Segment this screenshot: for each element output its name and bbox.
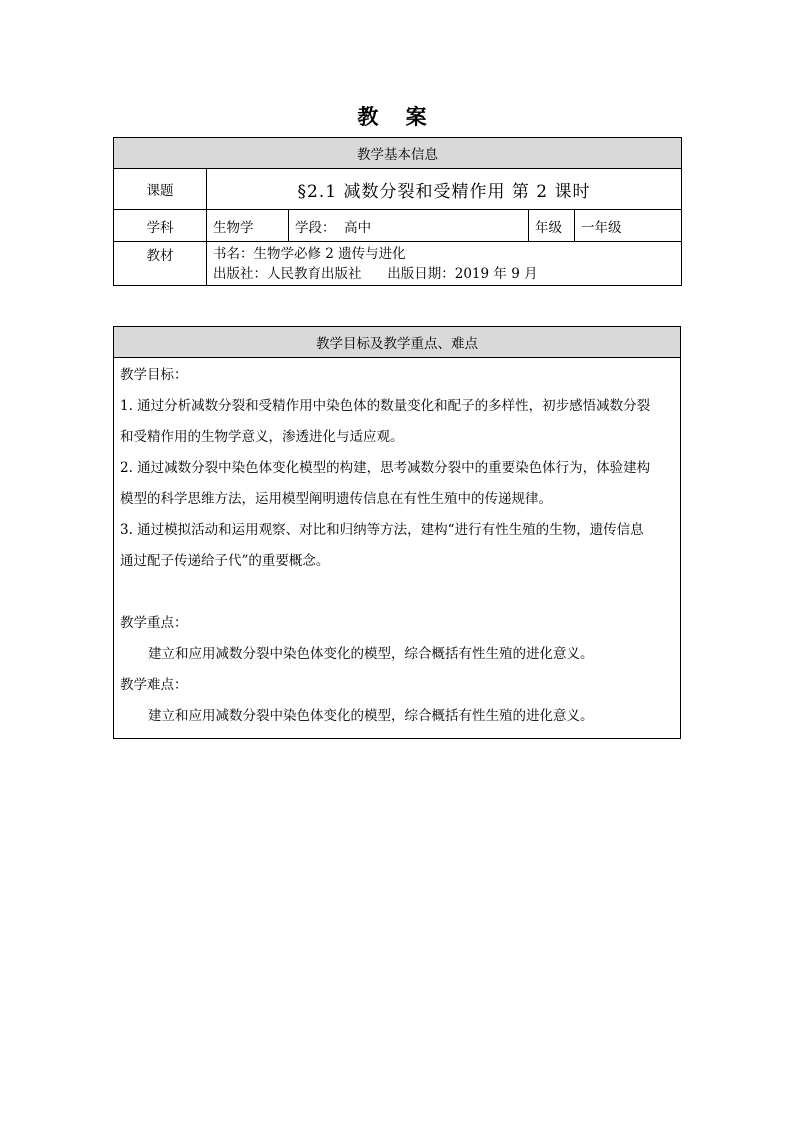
goal-1-line-1: 1. 通过分析减数分裂和受精作用中染色体的数量变化和配子的多样性，初步感悟减数分裂 [120, 398, 651, 414]
difficulty-text: 建立和应用减数分裂中染色体变化的模型，综合概括有性生殖的进化意义。 [148, 708, 594, 724]
key-points-text: 建立和应用减数分裂中染色体变化的模型，综合概括有性生殖的进化意义。 [148, 646, 594, 662]
goal-3-line-2: 通过配子传递给子代”的重要概念。 [120, 553, 330, 569]
stage-label: 学段： [295, 219, 336, 236]
goal-3-line-1: 3. 通过模拟活动和运用观察、对比和归纳等方法，建构“进行有性生殖的生物，遗传信息 [120, 522, 644, 538]
objectives-header: 教学目标及教学重点、难点 [114, 327, 681, 358]
spacer [120, 577, 674, 608]
objectives-content [114, 358, 681, 739]
goal-2-line-1: 2. 通过减数分裂中染色体变化模型的构建，思考减数分裂中的重要染色体行为，体验建构 [120, 460, 651, 476]
objectives-table [113, 326, 681, 739]
book-name: 书名：生物学必修 2 遗传与进化 [213, 245, 406, 262]
stage-value: 高中 [344, 219, 372, 236]
grade-value: 一年级 [575, 210, 682, 242]
difficulty-label: 教学难点： [120, 677, 188, 693]
subject-label: 学科 [114, 210, 207, 242]
publisher-line [213, 264, 675, 284]
key-points-label: 教学重点： [120, 615, 188, 631]
topic-value: §2.1 减数分裂和受精作用 第 2 课时 [207, 169, 682, 210]
publisher: 出版社：人民教育出版社 [213, 265, 362, 282]
publish-date: 出版日期：2019 年 9 月 [387, 265, 538, 282]
grade-label: 年级 [529, 210, 575, 242]
document-title: 教 案 [357, 105, 437, 129]
textbook-info [207, 242, 682, 286]
goal-1-line-2: 和受精作用的生物学意义，渗透进化与适应观。 [120, 429, 404, 445]
basic-info-table [113, 137, 682, 286]
basic-info-header: 教学基本信息 [114, 138, 682, 169]
topic-label: 课题 [114, 169, 207, 210]
goals-label: 教学目标： [120, 367, 188, 383]
goal-2-line-2: 模型的科学思维方法，运用模型阐明遗传信息在有性生殖中的传递规律。 [120, 491, 552, 507]
textbook-label: 教材 [114, 242, 207, 286]
stage-cell [289, 210, 529, 242]
subject-value: 生物学 [207, 210, 289, 242]
